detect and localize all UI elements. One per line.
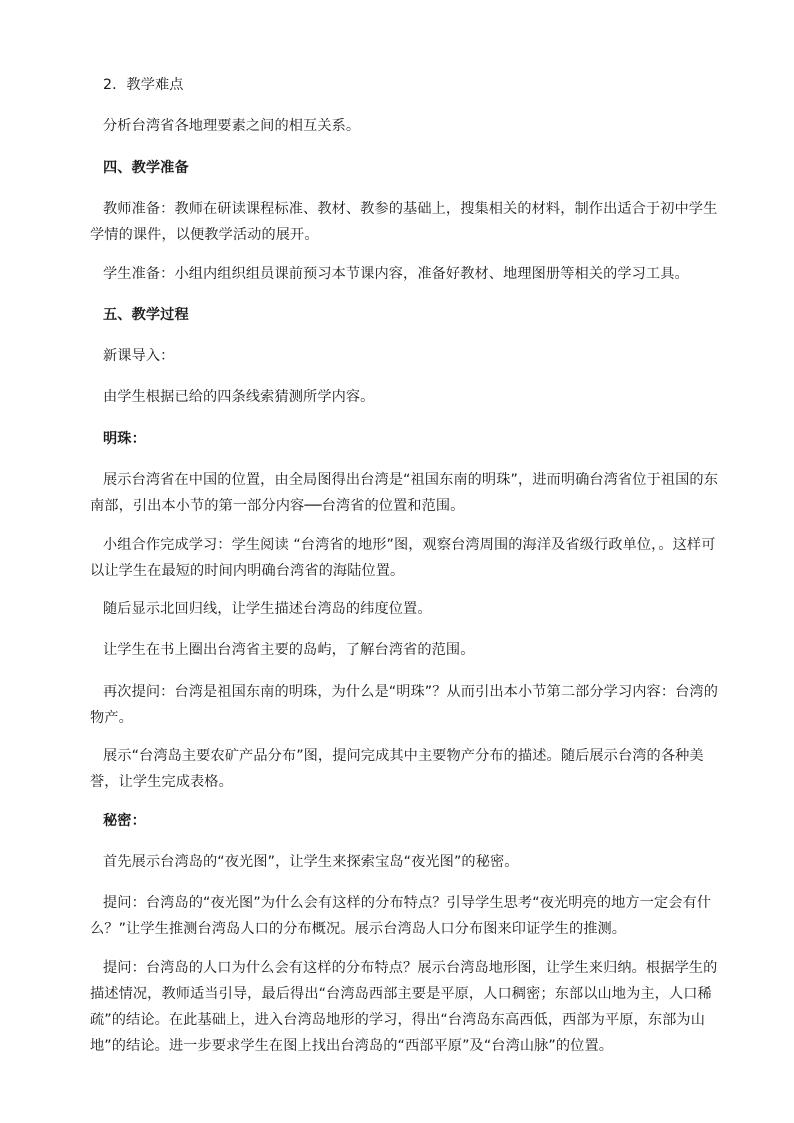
paragraph-question-population: 提问：台湾岛的人口为什么会有这样的分布特点？展示台湾岛地形图，让学生来归纳。根据学生的描述情况，教师适当引导，最后得出“台湾岛西部主要是平原，人口稠密；东部以山地为主，人口稀疏”的结论。在此基础上，进入台湾岛地形的学习，得出“台湾岛东高西低，西部为平原，东部为山地”的结论。进一步要求学生在图上找出台湾岛的“西部平原”及“台湾山脉”的位置。 [90,960,718,1054]
paragraph-circle-islands: 让学生在书上圈出台湾省主要的岛屿，了解台湾省的范围。 [103,642,475,658]
paragraph-question-night-light: 提问：台湾岛的“夜光图”为什么会有这样的分布特点？引导学生思考“夜光明亮的地方一定会有什么？”让学生推测台湾岛人口的分布概况。展示台湾岛人口分布图来印证学生的推测。 [90,895,712,937]
heading-secret: 秘密： [103,813,146,829]
paragraph-lesson-introduction: 新课导入： [103,348,175,364]
paragraph-products-map: 展示“台湾岛主要农矿产品分布”图，提问完成其中主要物产分布的描述。随后展示台湾的各种美誉，让学生完成表格。 [90,748,704,790]
paragraph-teacher-preparation: 教师准备：教师在研读课程标准、教材、教参的基础上，搜集相关的材料，制作出适合于初中学生学情的课件，以便教学活动的展开。 [90,201,718,243]
paragraph-group-study: 小组合作完成学习：学生阅读 “台湾省的地形”图，观察台湾周围的海洋及省级行政单位，。这样可以让学生在最短的时间内明确台湾省的海陆位置。 [90,537,716,579]
paragraph-teaching-difficulty-heading: 2．教学难点 [103,77,184,93]
paragraph-tropic-line: 随后显示北回归线，让学生描述台湾岛的纬度位置。 [103,601,432,617]
paragraph-show-location: 展示台湾省在中国的位置，由全局图得出台湾是“祖国东南的明珠”，进而明确台湾省位于祖国的东南部，引出本小节的第一部分内容──台湾省的位置和范围。 [90,472,718,514]
heading-pearl: 明珠： [103,431,146,447]
paragraph-guess-content: 由学生根据已给的四条线索猜测所学内容。 [103,389,375,405]
heading-teaching-preparation: 四、教学准备 [103,160,189,176]
paragraph-night-light-map: 首先展示台湾岛的“夜光图”，让学生来探索宝岛“夜光图”的秘密。 [103,854,519,870]
heading-teaching-process: 五、教学过程 [103,307,189,323]
paragraph-student-preparation: 学生准备：小组内组织组员课前预习本节课内容，准备好教材、地理图册等相关的学习工具。 [103,266,689,282]
paragraph-ask-again: 再次提问：台湾是祖国东南的明珠，为什么是“明珠”？从而引出本小节第二部分学习内容：台湾的物产。 [90,684,718,726]
paragraph-difficulty-content: 分析台湾省各地理要素之间的相互关系。 [103,118,361,134]
